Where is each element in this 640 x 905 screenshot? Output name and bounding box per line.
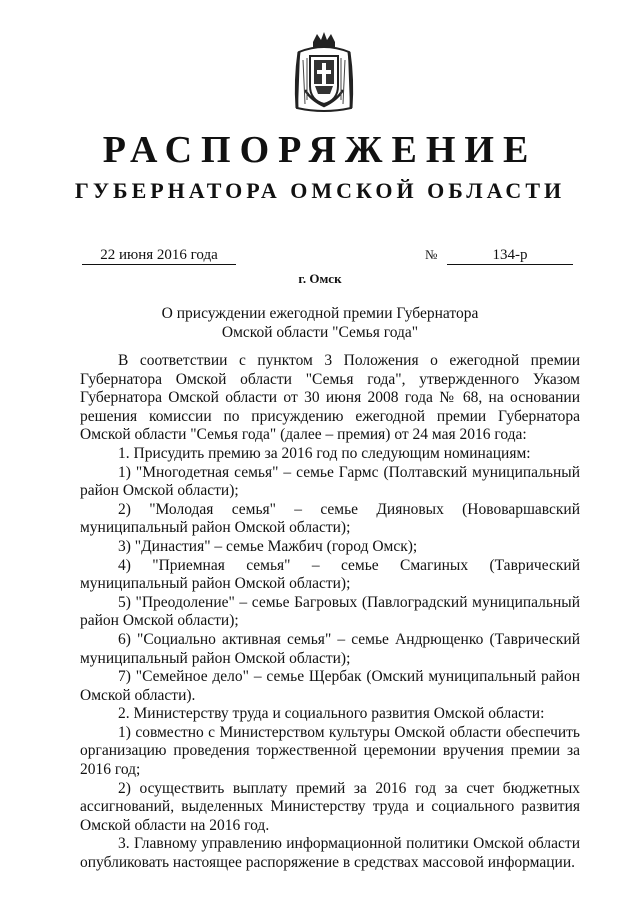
document-subject <box>0 304 640 342</box>
body-paragraph: 1) совместно с Министерством культуры Омской области обеспечить организацию проведения торжественной церемонии вручения премии за 2016 год; <box>80 723 580 779</box>
body-paragraph: 5) "Преодоление" – семье Багровых (Павлоградский муниципальный район Омской области); <box>80 593 580 630</box>
body-paragraph: 1. Присудить премию за 2016 год по следующим номинациям: <box>118 444 531 462</box>
number-sign: № <box>425 247 438 262</box>
body-paragraph: 1) "Многодетная семья" – семье Гармс (Полтавский муниципальный район Омской области); <box>80 463 580 500</box>
document-date: 22 июня 2016 года <box>82 246 236 265</box>
body-paragraph: 2) "Молодая семья" – семье Дияновых (Нововаршавский муниципальный район Омской области); <box>80 500 580 537</box>
document-number-block <box>425 246 577 265</box>
subject-line: Омской области "Семья года" <box>221 324 419 341</box>
body-paragraph: В соответствии с пунктом 3 Положения о ежегодной премии Губернатора Омской области "Семья года", утвержденного Указом Губернатора Омской области от 30 июня 2008 года № 68, на основании решения комиссии по присуждению ежегодной премии Губернатора Омской области "Семья года" (далее – премия) от 24 мая 2016 года: <box>80 352 580 444</box>
issuer-subtitle: ГУБЕРНАТОРА ОМСКОЙ ОБЛАСТИ <box>74 178 566 203</box>
body-paragraph: 2) осуществить выплату премий за 2016 год за счет бюджетных ассигнований, выделенных Министерству труда и социального развития Омской области на 2016 год. <box>80 779 580 834</box>
body-paragraph: 7) "Семейное дело" – семье Щербак (Омский муниципальный район Омской области). <box>80 668 580 704</box>
document-number: 134-р <box>447 246 573 265</box>
document-body <box>80 352 580 873</box>
body-paragraph: 6) "Социально активная семья" – семье Андрющенко (Таврический муниципальный район Омской области); <box>80 630 580 667</box>
document-type-title: РАСПОРЯЖЕНИЕ <box>102 129 538 171</box>
document-city: г. Омск <box>298 271 342 286</box>
body-paragraph: 3) "Династия" – семье Мажбич (город Омск); <box>118 537 418 555</box>
body-paragraph: 2. Министерству труда и социального развития Омской области: <box>118 705 545 723</box>
body-paragraph: 4) "Приемная семья" – семье Смагиных (Таврический муниципальный район Омской области); <box>80 556 580 593</box>
omsk-coat-of-arms-icon <box>291 30 357 114</box>
body-paragraph: 3. Главному управлению информационной политики Омской области опубликовать настоящее распоряжение в средствах массовой информации. <box>80 835 580 872</box>
subject-line: О присуждении ежегодной премии Губернатора <box>161 305 479 322</box>
